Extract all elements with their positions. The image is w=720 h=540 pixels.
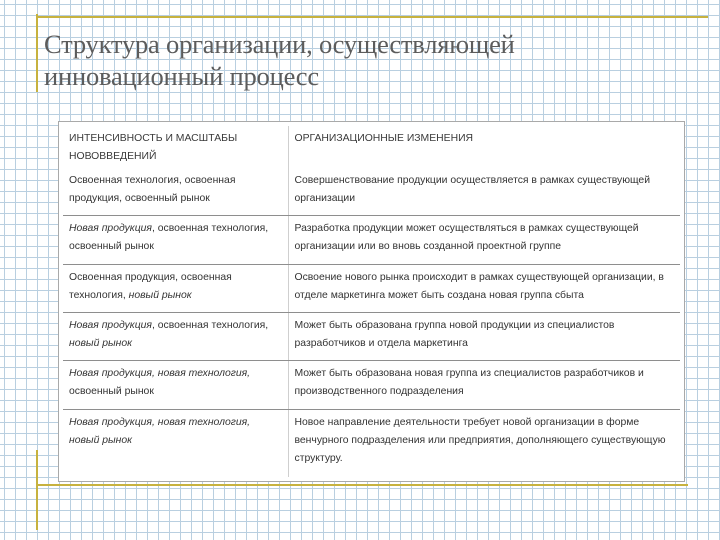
table xyxy=(63,126,680,477)
org-change-cell: Может быть образована группа новой продукции из специалистов разработчиков и отдела маркетинга xyxy=(288,312,680,360)
table-row xyxy=(63,409,680,477)
org-change-cell: Разработка продукции может осуществляться в рамках существующей организации или во вновь созданной проектной группе xyxy=(288,216,680,264)
header-intensity: ИНТЕНСИВНОСТЬ И МАСШТАБЫ НОВОВВЕДЕНИЙ xyxy=(63,126,288,168)
table-body xyxy=(63,168,680,477)
intensity-cell xyxy=(63,168,288,216)
intensity-cell xyxy=(63,312,288,360)
intensity-cell xyxy=(63,409,288,477)
table-row xyxy=(63,216,680,264)
org-change-cell: Совершенствование продукции осуществляется в рамках существующей организации xyxy=(288,168,680,216)
table-row xyxy=(63,361,680,409)
bottom-accent-vertical xyxy=(36,450,38,530)
italic-text: новый рынок xyxy=(128,289,192,301)
plain-text: Освоенная технология, освоенная продукция, освоенный рынок xyxy=(69,175,236,204)
plain-text: , освоенная технология, освоенный рынок xyxy=(69,223,269,253)
slide-title-line-1: Структура организации, осуществляющей xyxy=(44,29,515,59)
plain-text: Освоенная продукция, освоенная технология, xyxy=(69,271,232,301)
org-change-cell: Освоение нового рынка происходит в рамках существующей организации, в отделе маркетинга может быть создана новая группа сбыта xyxy=(288,264,680,312)
top-accent-horizontal xyxy=(36,16,708,18)
bottom-accent-horizontal xyxy=(36,484,688,486)
slide-title-line-2: инновационный процесс xyxy=(44,61,319,91)
italic-text: новый рынок xyxy=(69,337,133,349)
table-header-row xyxy=(63,126,680,168)
top-accent-vertical xyxy=(36,14,38,92)
italic-text: Новая продукция xyxy=(69,223,152,235)
innovation-structure-table xyxy=(58,121,685,482)
org-change-cell: Может быть образована новая группа из специалистов разработчиков и производственного подразделения xyxy=(288,361,680,409)
slide-title xyxy=(44,28,684,92)
org-change-cell: Новое направление деятельности требует новой организации в форме венчурного подразделения или предприятия, дополняющего существующую структуру. xyxy=(294,416,666,464)
table-row xyxy=(63,312,680,360)
italic-text: Новая продукция xyxy=(69,319,152,331)
plain-text: освоенный рынок xyxy=(69,386,154,398)
intensity-cell xyxy=(63,264,288,312)
italic-text: Новая продукция, новая технология, xyxy=(69,368,251,380)
table-row xyxy=(63,264,680,312)
table-row xyxy=(63,168,680,216)
intensity-cell xyxy=(63,361,288,409)
plain-text: , освоенная технология, xyxy=(151,319,269,331)
header-org-changes: ОРГАНИЗАЦИОННЫЕ ИЗМЕНЕНИЯ xyxy=(294,133,474,144)
italic-text: Новая продукция, новая технология, новый рынок xyxy=(69,416,251,446)
intensity-cell xyxy=(63,216,288,264)
